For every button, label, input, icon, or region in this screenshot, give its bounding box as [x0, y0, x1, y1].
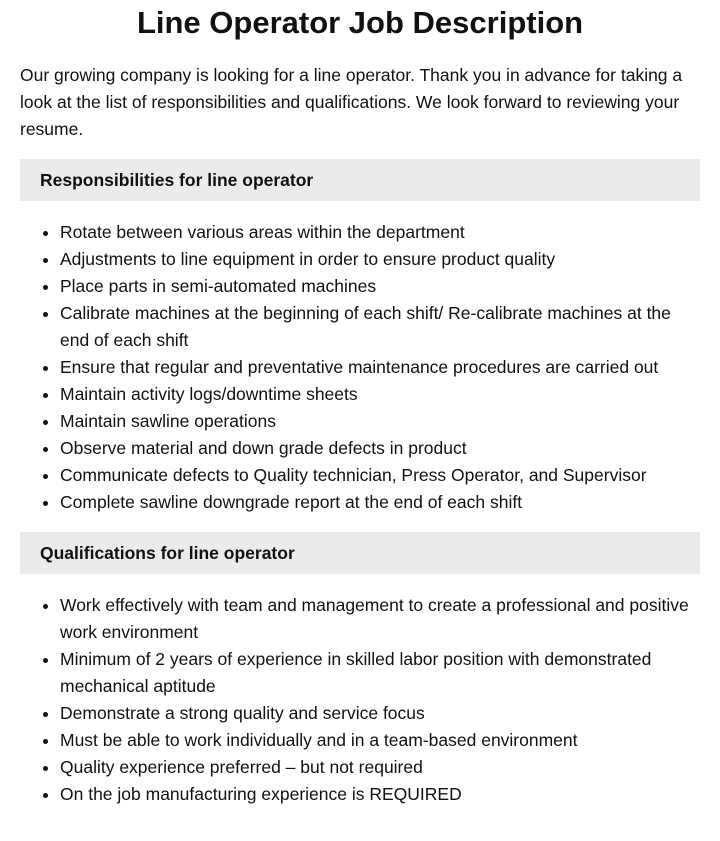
list-item: • Ensure that regular and preventative maintenance procedures are carried out	[60, 354, 700, 381]
list-item: • Quality experience preferred – but not required	[60, 754, 700, 781]
list-item: • Maintain activity logs/downtime sheets	[60, 381, 700, 408]
list-item: • Minimum of 2 years of experience in skilled labor position with demonstrated mechanical aptitude	[60, 646, 700, 700]
intro-text: Our growing company is looking for a line operator. Thank you in advance for taking a look at the list of responsibilities and qualifications. We look forward to reviewing your resume.	[20, 65, 683, 139]
list-item: • Demonstrate a strong quality and service focus	[60, 700, 700, 727]
qualifications-list	[20, 592, 700, 808]
list-item: • Must be able to work individually and in a team-based environment	[60, 727, 700, 754]
list-item: • Place parts in semi-automated machines	[60, 273, 700, 300]
responsibilities-list	[20, 219, 700, 516]
list-item: • Rotate between various areas within the department	[60, 219, 700, 246]
list-item: • On the job manufacturing experience is REQUIRED	[60, 781, 700, 808]
list-item: • Work effectively with team and management to create a professional and positive work environment	[60, 592, 700, 646]
qualifications-heading: Qualifications for line operator	[20, 532, 700, 574]
list-item: • Communicate defects to Quality technician, Press Operator, and Supervisor	[60, 462, 700, 489]
page-title: Line Operator Job Description	[136, 5, 584, 40]
list-item: • Calibrate machines at the beginning of each shift/ Re-calibrate machines at the end of each shift	[60, 300, 700, 354]
list-item: • Complete sawline downgrade report at the end of each shift	[60, 489, 700, 516]
list-item: • Adjustments to line equipment in order to ensure product quality	[60, 246, 700, 273]
responsibilities-heading: Responsibilities for line operator	[20, 159, 700, 201]
list-item: • Observe material and down grade defects in product	[60, 435, 700, 462]
list-item: • Maintain sawline operations	[60, 408, 700, 435]
